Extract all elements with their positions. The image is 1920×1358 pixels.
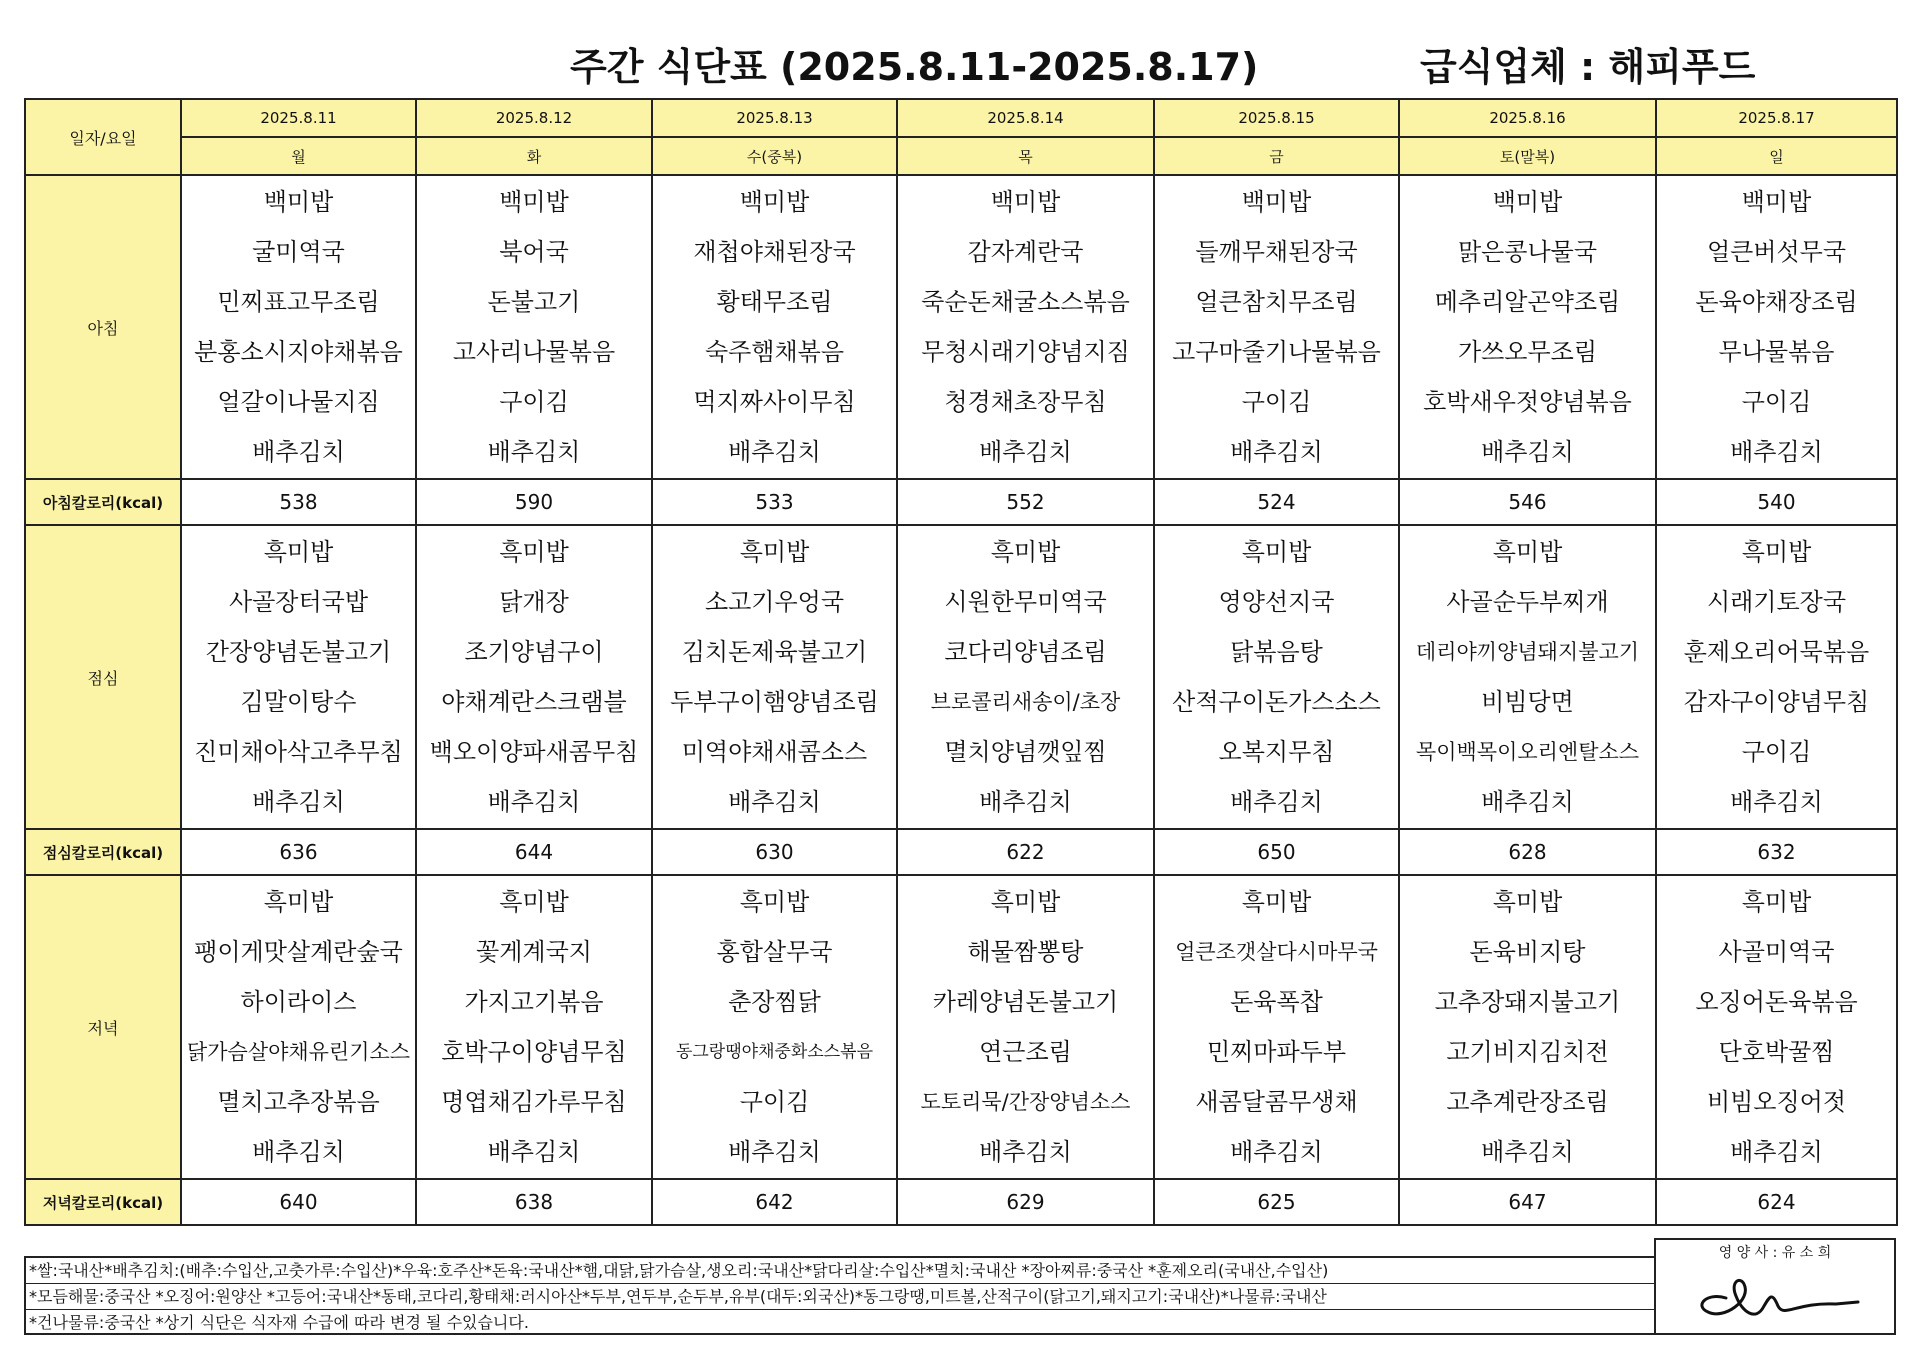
calorie-value: 638	[416, 1179, 652, 1225]
menu-item: 백미밥	[739, 188, 810, 216]
menu-item: 배추김치	[252, 1138, 345, 1166]
menu-item: 재첩야채된장국	[693, 238, 856, 266]
date-cell: 2025.8.14	[897, 99, 1154, 137]
menu-item: 목이백목이오리엔탈소스	[1415, 740, 1640, 764]
menu-item: 꽃게계국지	[476, 938, 592, 966]
day-cell: 일	[1656, 137, 1897, 175]
menu-item: 사골장터국밥	[228, 588, 369, 616]
meal-row-2	[25, 875, 1897, 1179]
menu-item: 새콤달콤무생채	[1195, 1088, 1358, 1116]
calorie-value: 644	[416, 829, 652, 875]
menu-item: 고기비지김치전	[1446, 1038, 1609, 1066]
date-cell: 2025.8.17	[1656, 99, 1897, 137]
menu-item: 흑미밥	[739, 538, 810, 566]
menu-cell	[1656, 525, 1897, 829]
menu-cell	[652, 525, 897, 829]
corner-label: 일자/요일	[25, 99, 181, 175]
calorie-value: 624	[1656, 1179, 1897, 1225]
menu-item: 팽이게맛살계란숲국	[194, 938, 403, 966]
menu-item: 고구마줄기나물볶음	[1172, 338, 1381, 366]
menu-item: 코다리양념조림	[944, 638, 1107, 666]
menu-item: 사골순두부찌개	[1446, 588, 1609, 616]
menu-item: 배추김치	[1481, 438, 1574, 466]
calorie-label: 점심칼로리(kcal)	[25, 829, 181, 875]
menu-item: 숙주햄채볶음	[704, 338, 845, 366]
menu-item: 백미밥	[263, 188, 334, 216]
menu-cell	[652, 175, 897, 479]
menu-item: 청경채초장무침	[944, 388, 1107, 416]
menu-item: 시래기토장국	[1706, 588, 1847, 616]
menu-item: 감자계란국	[967, 238, 1084, 266]
menu-item: 야채계란스크램블	[441, 688, 627, 716]
calorie-value: 628	[1399, 829, 1656, 875]
menu-item: 감자구이양념무침	[1683, 688, 1870, 716]
menu-item: 먹지짜사이무침	[693, 388, 856, 416]
menu-item: 배추김치	[979, 438, 1072, 466]
menu-item: 훈제오리어묵볶음	[1683, 638, 1870, 666]
menu-item: 백미밥	[1492, 188, 1563, 216]
menu-item: 도토리묵/간장양념소스	[920, 1090, 1131, 1114]
menu-item: 닭볶음탕	[1230, 638, 1323, 666]
menu-item: 배추김치	[487, 788, 581, 816]
menu-item: 사골미역국	[1718, 938, 1835, 966]
menu-item: 동그랑땡야채중화소스볶음	[675, 1042, 874, 1062]
calorie-value: 590	[416, 479, 652, 525]
note-line: *모듬해물:중국산 *오징어:원양산 *고등어:국내산*동태,코다리,황태채:러시아산*두부,연두부,순두부,유부(대두:외국산)*동그랑땡,미트볼,산적구이(닭고기,돼지고기:국내산)*나물류:국내산	[26, 1284, 1656, 1310]
menu-item: 돈육비지탕	[1469, 938, 1586, 966]
calorie-value: 632	[1656, 829, 1897, 875]
menu-cell	[1154, 175, 1399, 479]
date-header-row	[25, 99, 1897, 137]
menu-cell	[897, 875, 1154, 1179]
menu-item: 배추김치	[1730, 438, 1823, 466]
calorie-value: 650	[1154, 829, 1399, 875]
menu-item: 백미밥	[1741, 188, 1812, 216]
menu-item: 단호박꿀찜	[1718, 1038, 1835, 1066]
menu-item: 흑미밥	[990, 888, 1061, 916]
menu-cell	[1399, 525, 1656, 829]
menu-item: 간장양념돈불고기	[205, 638, 392, 666]
menu-item: 김말이탕수	[240, 688, 357, 716]
menu-item: 백미밥	[499, 188, 569, 216]
menu-item: 흑미밥	[263, 888, 334, 916]
calorie-value: 538	[181, 479, 416, 525]
meal-row-1	[25, 525, 1897, 829]
meal-label: 점심	[25, 525, 181, 829]
menu-item: 흑미밥	[1492, 538, 1563, 566]
menu-item: 춘장찜닭	[728, 988, 821, 1016]
meal-label: 저녁	[25, 875, 181, 1179]
menu-item: 들깨무채된장국	[1195, 238, 1358, 266]
menu-item: 호박구이양념무침	[441, 1038, 627, 1066]
menu-item: 배추김치	[1730, 788, 1823, 816]
menu-item: 북어국	[499, 238, 569, 266]
menu-item: 소고기우엉국	[704, 588, 845, 616]
calorie-row	[25, 1179, 1897, 1225]
menu-item: 가지고기볶음	[464, 988, 604, 1016]
menu-item: 멸치고추장볶음	[217, 1088, 380, 1116]
menu-item: 흑미밥	[739, 888, 810, 916]
menu-item: 김치돈제육불고기	[681, 638, 868, 666]
date-cell: 2025.8.13	[652, 99, 897, 137]
menu-item: 배추김치	[1481, 788, 1574, 816]
page-title: 주간 식단표 (2025.8.11-2025.8.17)	[570, 45, 1259, 89]
menu-item: 배추김치	[252, 438, 345, 466]
menu-item: 배추김치	[487, 438, 581, 466]
menu-item: 고추장돼지불고기	[1434, 988, 1621, 1016]
menu-item: 배추김치	[1230, 438, 1323, 466]
menu-item: 돈육야채장조림	[1695, 288, 1858, 316]
menu-cell	[1154, 875, 1399, 1179]
menu-item: 배추김치	[1481, 1138, 1574, 1166]
menu-item: 구이김	[739, 1088, 810, 1116]
calorie-value: 636	[181, 829, 416, 875]
menu-item: 백미밥	[990, 188, 1061, 216]
day-cell: 수(중복)	[652, 137, 897, 175]
menu-item: 배추김치	[1230, 1138, 1323, 1166]
meal-label: 아침	[25, 175, 181, 479]
dietitian-box	[1654, 1238, 1896, 1335]
meal-row-0	[25, 175, 1897, 479]
date-cell: 2025.8.12	[416, 99, 652, 137]
menu-item: 비빔당면	[1481, 688, 1574, 716]
menu-item: 백오이양파새콤무침	[429, 738, 639, 766]
day-header-row	[25, 137, 1897, 175]
calorie-value: 642	[652, 1179, 897, 1225]
menu-table	[24, 98, 1898, 1226]
menu-cell	[1154, 525, 1399, 829]
calorie-label: 저녁칼로리(kcal)	[25, 1179, 181, 1225]
menu-item: 고추계란장조림	[1446, 1088, 1609, 1116]
menu-item: 멸치양념깻잎찜	[944, 738, 1107, 766]
menu-item: 배추김치	[728, 1138, 821, 1166]
menu-item: 돈육폭찹	[1230, 988, 1323, 1016]
menu-cell	[181, 525, 416, 829]
menu-item: 메추리알곤약조림	[1434, 288, 1621, 316]
menu-item: 하이라이스	[240, 988, 357, 1016]
menu-item: 흑미밥	[1241, 888, 1312, 916]
menu-item: 산적구이돈가스소스	[1172, 688, 1381, 716]
menu-item: 호박새우젓양념볶음	[1423, 388, 1632, 416]
menu-item: 흑미밥	[1492, 888, 1563, 916]
menu-cell	[897, 175, 1154, 479]
menu-cell	[652, 875, 897, 1179]
day-cell: 목	[897, 137, 1154, 175]
menu-item: 배추김치	[979, 788, 1072, 816]
menu-item: 죽순돈채굴소스볶음	[921, 288, 1130, 316]
menu-cell	[1399, 175, 1656, 479]
menu-item: 닭가슴살야채유린기소스	[186, 1040, 411, 1064]
menu-item: 민찌표고무조림	[217, 288, 380, 316]
menu-item: 황태무조림	[716, 288, 833, 316]
menu-item: 분홍소시지야채볶음	[194, 338, 403, 366]
calorie-value: 622	[897, 829, 1154, 875]
menu-item: 고사리나물볶음	[452, 338, 616, 366]
menu-item: 미역야채새콤소스	[681, 738, 868, 766]
day-cell: 월	[181, 137, 416, 175]
menu-cell	[1399, 875, 1656, 1179]
menu-item: 민찌마파두부	[1206, 1038, 1347, 1066]
date-cell: 2025.8.16	[1399, 99, 1656, 137]
menu-item: 배추김치	[979, 1138, 1072, 1166]
date-cell: 2025.8.15	[1154, 99, 1399, 137]
menu-item: 돈불고기	[487, 288, 581, 316]
menu-item: 조기양념구이	[464, 638, 604, 666]
menu-item: 얼큰조갯살다시마무국	[1175, 940, 1378, 964]
day-cell: 금	[1154, 137, 1399, 175]
calorie-value: 640	[181, 1179, 416, 1225]
menu-item: 홍합살무국	[716, 938, 833, 966]
menu-item: 얼갈이나물지짐	[217, 388, 380, 416]
menu-item: 두부구이햄양념조림	[670, 688, 879, 716]
calorie-value: 625	[1154, 1179, 1399, 1225]
calorie-row	[25, 829, 1897, 875]
origin-notes	[24, 1256, 1656, 1335]
menu-item: 배추김치	[1730, 1138, 1823, 1166]
menu-item: 맑은콩나물국	[1457, 238, 1598, 266]
menu-item: 배추김치	[728, 438, 821, 466]
menu-item: 흑미밥	[499, 538, 569, 566]
calorie-value: 546	[1399, 479, 1656, 525]
menu-item: 오징어돈육볶음	[1695, 988, 1858, 1016]
menu-item: 구이김	[1741, 388, 1812, 416]
menu-item: 구이김	[1241, 388, 1312, 416]
menu-item: 진미채아삭고추무침	[194, 738, 403, 766]
menu-item: 흑미밥	[1741, 538, 1812, 566]
calorie-value: 630	[652, 829, 897, 875]
menu-item: 흑미밥	[1741, 888, 1812, 916]
menu-item: 배추김치	[728, 788, 821, 816]
date-cell: 2025.8.11	[181, 99, 416, 137]
note-line: *쌀:국내산*배추김치:(배추:수입산,고춧가루:수입산)*우육:호주산*돈육:국내산*햄,대닭,닭가슴살,생오리:국내산*닭다리살:수입산*멸치:국내산 *장아찌류:중국산 *훈제오리(국내산,수입산)	[26, 1258, 1656, 1284]
menu-cell	[181, 175, 416, 479]
menu-item: 배추김치	[487, 1138, 581, 1166]
menu-item: 시원한무미역국	[944, 588, 1107, 616]
menu-item: 얼큰버섯무국	[1706, 238, 1847, 266]
menu-item: 영양선지국	[1218, 588, 1335, 616]
dietitian-signature	[1686, 1262, 1866, 1328]
menu-item: 해물짬뽕탕	[967, 938, 1084, 966]
calorie-value: 524	[1154, 479, 1399, 525]
menu-item: 구이김	[1741, 738, 1812, 766]
menu-cell	[897, 525, 1154, 829]
menu-item: 무청시래기양념지짐	[921, 338, 1130, 366]
day-cell: 토(말복)	[1399, 137, 1656, 175]
vendor-label: 급식업체 : 해피푸드	[1420, 45, 1756, 89]
calorie-value: 629	[897, 1179, 1154, 1225]
day-cell: 화	[416, 137, 652, 175]
menu-item: 배추김치	[1230, 788, 1323, 816]
menu-cell	[1656, 175, 1897, 479]
menu-cell	[416, 525, 652, 829]
menu-item: 무나물볶음	[1718, 338, 1835, 366]
menu-item: 흑미밥	[499, 888, 569, 916]
menu-item: 구이김	[499, 388, 569, 416]
menu-item: 비빔오징어젓	[1706, 1088, 1847, 1116]
menu-item: 흑미밥	[263, 538, 334, 566]
calorie-value: 647	[1399, 1179, 1656, 1225]
menu-item: 굴미역국	[252, 238, 345, 266]
menu-item: 카레양념돈불고기	[932, 988, 1119, 1016]
calorie-label: 아침칼로리(kcal)	[25, 479, 181, 525]
menu-item: 닭개장	[499, 588, 569, 616]
menu-item: 오복지무침	[1218, 738, 1335, 766]
menu-cell	[416, 875, 652, 1179]
menu-item: 브로콜리새송이/초장	[930, 690, 1121, 714]
menu-cell	[1656, 875, 1897, 1179]
menu-item: 흑미밥	[1241, 538, 1312, 566]
dietitian-label: 영 양 사 : 유 소 희	[1718, 1245, 1832, 1261]
menu-item: 백미밥	[1241, 188, 1312, 216]
menu-item: 얼큰참치무조림	[1195, 288, 1358, 316]
menu-item: 가쓰오무조림	[1457, 338, 1598, 366]
menu-item: 흑미밥	[990, 538, 1061, 566]
calorie-value: 540	[1656, 479, 1897, 525]
calorie-value: 533	[652, 479, 897, 525]
menu-cell	[181, 875, 416, 1179]
calorie-value: 552	[897, 479, 1154, 525]
menu-item: 배추김치	[252, 788, 345, 816]
menu-item: 명엽채김가루무침	[441, 1088, 627, 1116]
note-line: *건나물류:중국산 *상기 식단은 식자재 수급에 따라 변경 될 수있습니다.	[29, 1313, 529, 1332]
calorie-row	[25, 479, 1897, 525]
menu-item: 데리야끼양념돼지불고기	[1415, 640, 1640, 664]
menu-cell	[416, 175, 652, 479]
menu-item: 연근조림	[979, 1038, 1072, 1066]
